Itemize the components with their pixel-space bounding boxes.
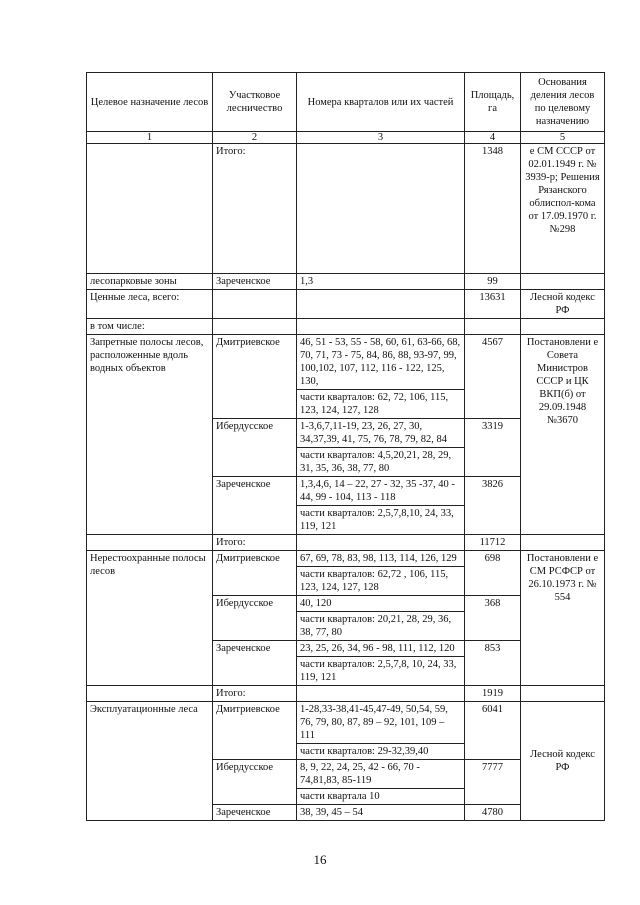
area-value: 3826 [465,477,521,535]
column-number: 5 [521,132,605,144]
table-row [87,535,605,551]
column-number: 1 [87,132,213,144]
quarters-list: 67, 69, 78, 83, 98, 113, 114, 126, 129 [297,551,465,567]
quarters-list: 8, 9, 22, 24, 25, 42 - 66, 70 - 74,81,83, 85-119 [297,760,465,789]
column-number: 2 [213,132,297,144]
district-name: Дмитриевское [213,551,297,596]
quarters-list: 46, 51 - 53, 55 - 58, 60, 61, 63-66, 68, 70, 71, 73 - 75, 84, 86, 88, 93-97, 99, 100,102, 107, 112, 116 - 122, 125, 130, [297,335,465,390]
table-row [87,144,605,274]
partial-quarters: части кварталов: 2,5,7,8,10, 24, 33, 119, 121 [297,506,465,535]
itogo-label: Итого: [213,144,297,274]
district-name: Ибердусское [213,419,297,477]
quarters-list: 23, 25, 26, 34, 96 - 98, 111, 112, 120 [297,641,465,657]
area-value: 698 [465,551,521,596]
header-district: Участковое лесничество [213,73,297,132]
table-row [87,335,605,390]
quarters-list: 38, 39, 45 – 54 [297,805,465,821]
area-value: 6041 [465,702,521,760]
area-value: 7777 [465,760,521,805]
table-row [87,274,605,290]
header-purpose: Целевое назначение лесов [87,73,213,132]
purpose-label: лесопарковые зоны [87,274,213,290]
column-number: 3 [297,132,465,144]
partial-quarters: части кварталов: 62,72 , 106, 115, 123, 124, 127, 128 [297,567,465,596]
area-value: 4780 [465,805,521,821]
purpose-label: Эксплуатационные леса [87,702,213,821]
subheading: в том числе: [87,319,213,335]
page-number: 16 [313,852,327,867]
area-value: 11712 [465,535,521,551]
partial-quarters: части кварталов: 62, 72, 106, 115, 123, 124, 127, 128 [297,390,465,419]
area-value: 368 [465,596,521,641]
table-row [87,702,605,744]
district-name: Ибердусское [213,596,297,641]
partial-quarters: части кварталов: 20,21, 28, 29, 36, 38, 77, 80 [297,612,465,641]
basis-text: е СМ СССР от 02.01.1949 г. № 3939-р; Решения Рязанского облиспол-кома от 17.09.1970 г. №298 [521,144,605,274]
area-value: 1919 [465,686,521,702]
partial-quarters: части кварталов: 4,5,20,21, 28, 29, 31, 35, 36, 38, 77, 80 [297,448,465,477]
forest-purpose-table [86,72,605,821]
basis-text: Постановлени е Совета Министров СССР и ЦК ВКП(б) от 29.09.1948 №3670 [521,335,605,535]
itogo-label: Итого: [213,535,297,551]
table-row [87,686,605,702]
district-name: Ибердусское [213,760,297,805]
header-basis: Основания деления лесов по целевому назначению [521,73,605,132]
purpose-label: Ценные леса, всего: [87,290,213,319]
itogo-label: Итого: [213,686,297,702]
area-value: 99 [465,274,521,290]
quarters-list: 1-3,6,7,11-19, 23, 26, 27, 30, 34,37,39, 41, 75, 76, 78, 79, 82, 84 [297,419,465,448]
district-name: Дмитриевское [213,335,297,419]
column-number: 4 [465,132,521,144]
area-value: 4567 [465,335,521,419]
district-name: Зареченское [213,477,297,535]
partial-quarters: части кварталов: 29-32,39,40 [297,744,465,760]
district-name: Дмитриевское [213,702,297,760]
column-number-row [87,132,605,144]
district-name: Зареченское [213,641,297,686]
partial-quarters: части квартала 10 [297,789,465,805]
quarters-list: 1,3 [297,274,465,290]
district-name: Зареченское [213,274,297,290]
area-value: 3319 [465,419,521,477]
quarters-list: 1-28,33-38,41-45,47-49, 50,54, 59, 76, 79, 80, 87, 89 – 92, 101, 109 – 111 [297,702,465,744]
quarters-list: 1,3,4,6, 14 – 22, 27 - 32, 35 -37, 40 - 44, 99 - 104, 113 - 118 [297,477,465,506]
basis-text: Постановлени е СМ РСФСР от 26.10.1973 г. № 554 [521,551,605,686]
purpose-label: Нерестоохранные полосы лесов [87,551,213,686]
quarters-list: 40, 120 [297,596,465,612]
header-area: Площадь, га [465,73,521,132]
table-row [87,551,605,567]
purpose-label: Запретные полосы лесов, расположенные вдоль водных объектов [87,335,213,535]
basis-text: Лесной кодекс РФ [521,290,605,319]
district-name: Зареченское [213,805,297,821]
header-quarters: Номера кварталов или их частей [297,73,465,132]
table-row [87,290,605,319]
area-value: 1348 [465,144,521,274]
area-value: 853 [465,641,521,686]
basis-text: Лесной кодекс РФ [521,702,605,821]
partial-quarters: части кварталов: 2,5,7,8, 10, 24, 33, 119, 121 [297,657,465,686]
table-header-row [87,73,605,132]
table-row [87,319,605,335]
area-value: 13631 [465,290,521,319]
